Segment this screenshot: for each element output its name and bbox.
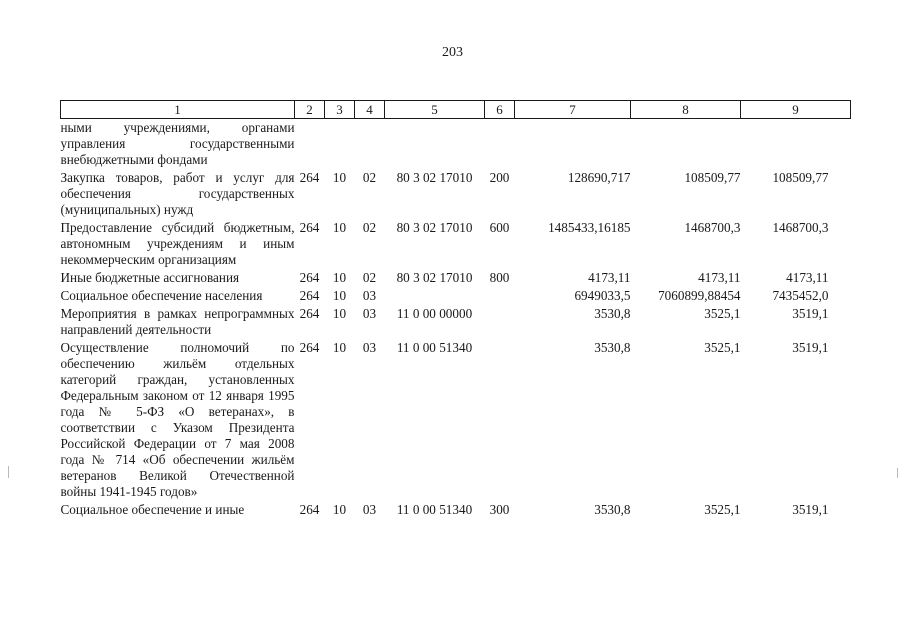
row-target-article: 80 3 02 17010 (396, 270, 473, 285)
row-amount-7: 3530,8 (594, 340, 631, 355)
row-target-article: 80 3 02 17010 (396, 220, 473, 235)
row-amount-7 (515, 119, 631, 170)
row-section: 10 (332, 340, 347, 355)
scan-artifact-left (8, 466, 9, 478)
table-row (61, 169, 851, 219)
row-amount-9: 3519,1 (792, 340, 829, 355)
row-admin-code: 264 (299, 288, 320, 303)
row-name: Предоставление субсидий бюджетным, автономным учреждениям и иным некоммерческим организациям (60, 220, 295, 267)
row-admin-code: 264 (299, 270, 320, 285)
row-name: Иные бюджетные ассигнования (60, 270, 240, 285)
row-amount-8: 3525,1 (704, 502, 741, 517)
col-header-7: 7 (515, 101, 631, 119)
row-section: 10 (332, 502, 347, 517)
row-expense-type: 200 (489, 170, 510, 185)
row-name: Закупка товаров, работ и услуг для обеспечения государственных (муниципальных) нужд (60, 170, 295, 217)
row-amount-9: 3519,1 (792, 502, 829, 517)
col-header-1: 1 (61, 101, 295, 119)
row-admin-code: 264 (299, 220, 320, 235)
row-subsection: 02 (362, 270, 377, 285)
row-expense-type (485, 287, 515, 305)
col-header-9: 9 (741, 101, 851, 119)
row-amount-9: 1468700,3 (772, 220, 829, 235)
row-subsection: 02 (362, 220, 377, 235)
row-expense-type: 300 (489, 502, 510, 517)
row-amount-8 (631, 119, 741, 170)
table-row (61, 269, 851, 287)
row-amount-7: 1485433,16185 (548, 220, 631, 235)
row-expense-type (485, 119, 515, 170)
table-row (61, 305, 851, 339)
row-expense-type: 800 (489, 270, 510, 285)
row-subsection: 03 (362, 288, 377, 303)
row-amount-8: 3525,1 (704, 340, 741, 355)
table-row (61, 501, 851, 519)
row-amount-7: 3530,8 (594, 502, 631, 517)
table-header (61, 101, 851, 119)
row-amount-7: 3530,8 (594, 306, 631, 321)
row-amount-9: 4173,11 (786, 270, 829, 285)
row-name: Осуществление полномочий по обеспечению жильём отдельных категорий граждан, установленных Федеральным законом от 12 января 1995 года № 5-ФЗ «О ветеранах», в соответствии с Указом Президента Российской Федерации от 7 мая 2008 года № 714 «Об обеспечении жильём ветеранов Великой Отечественной войны 1941-1945 годов» (60, 340, 295, 499)
row-section: 10 (332, 306, 347, 321)
row-amount-9: 108509,77 (772, 170, 829, 185)
col-header-4: 4 (355, 101, 385, 119)
row-amount-9 (741, 119, 851, 170)
row-target-article: 11 0 00 00000 (396, 306, 473, 321)
row-amount-8: 7060899,88454 (658, 288, 741, 303)
row-amount-7: 128690,717 (567, 170, 631, 185)
col-header-8: 8 (631, 101, 741, 119)
budget-table (60, 100, 851, 519)
row-expense-type (485, 339, 515, 501)
scan-artifact-right (897, 468, 898, 478)
row-amount-9: 7435452,0 (772, 288, 829, 303)
row-expense-type (485, 305, 515, 339)
col-header-6: 6 (485, 101, 515, 119)
row-name: ными учреждениями, органами управления государственными внебюджетными фондами (60, 120, 295, 167)
row-target-article: 11 0 00 51340 (396, 340, 473, 355)
row-target-article (385, 287, 485, 305)
row-section: 10 (332, 270, 347, 285)
row-section (325, 119, 355, 170)
row-admin-code: 264 (299, 170, 320, 185)
header-row (61, 101, 851, 119)
row-amount-8: 1468700,3 (684, 220, 741, 235)
page-number: 203 (442, 45, 463, 60)
row-target-article (385, 119, 485, 170)
row-amount-7: 4173,11 (588, 270, 631, 285)
row-section: 10 (332, 170, 347, 185)
row-subsection: 03 (362, 340, 377, 355)
table-row (61, 119, 851, 170)
row-section: 10 (332, 288, 347, 303)
table-body (61, 119, 851, 520)
row-amount-7: 6949033,5 (574, 288, 631, 303)
row-subsection: 03 (362, 306, 377, 321)
row-section: 10 (332, 220, 347, 235)
row-name: Мероприятия в рамках непрограммных направлений деятельности (60, 306, 295, 337)
row-amount-8: 108509,77 (684, 170, 741, 185)
row-subsection: 02 (362, 170, 377, 185)
row-admin-code (295, 119, 325, 170)
row-amount-9: 3519,1 (792, 306, 829, 321)
row-name: Социальное обеспечение и иные (60, 502, 245, 517)
row-admin-code: 264 (299, 340, 320, 355)
row-amount-8: 3525,1 (704, 306, 741, 321)
col-header-3: 3 (325, 101, 355, 119)
col-header-5: 5 (385, 101, 485, 119)
row-admin-code: 264 (299, 502, 320, 517)
table-row (61, 219, 851, 269)
table-row (61, 339, 851, 501)
col-header-2: 2 (295, 101, 325, 119)
row-name: Социальное обеспечение населения (60, 288, 263, 303)
row-admin-code: 264 (299, 306, 320, 321)
row-amount-8: 4173,11 (698, 270, 741, 285)
row-target-article: 80 3 02 17010 (396, 170, 473, 185)
row-expense-type: 600 (489, 220, 510, 235)
row-subsection: 03 (362, 502, 377, 517)
row-subsection (355, 119, 385, 170)
row-target-article: 11 0 00 51340 (396, 502, 473, 517)
table-row (61, 287, 851, 305)
